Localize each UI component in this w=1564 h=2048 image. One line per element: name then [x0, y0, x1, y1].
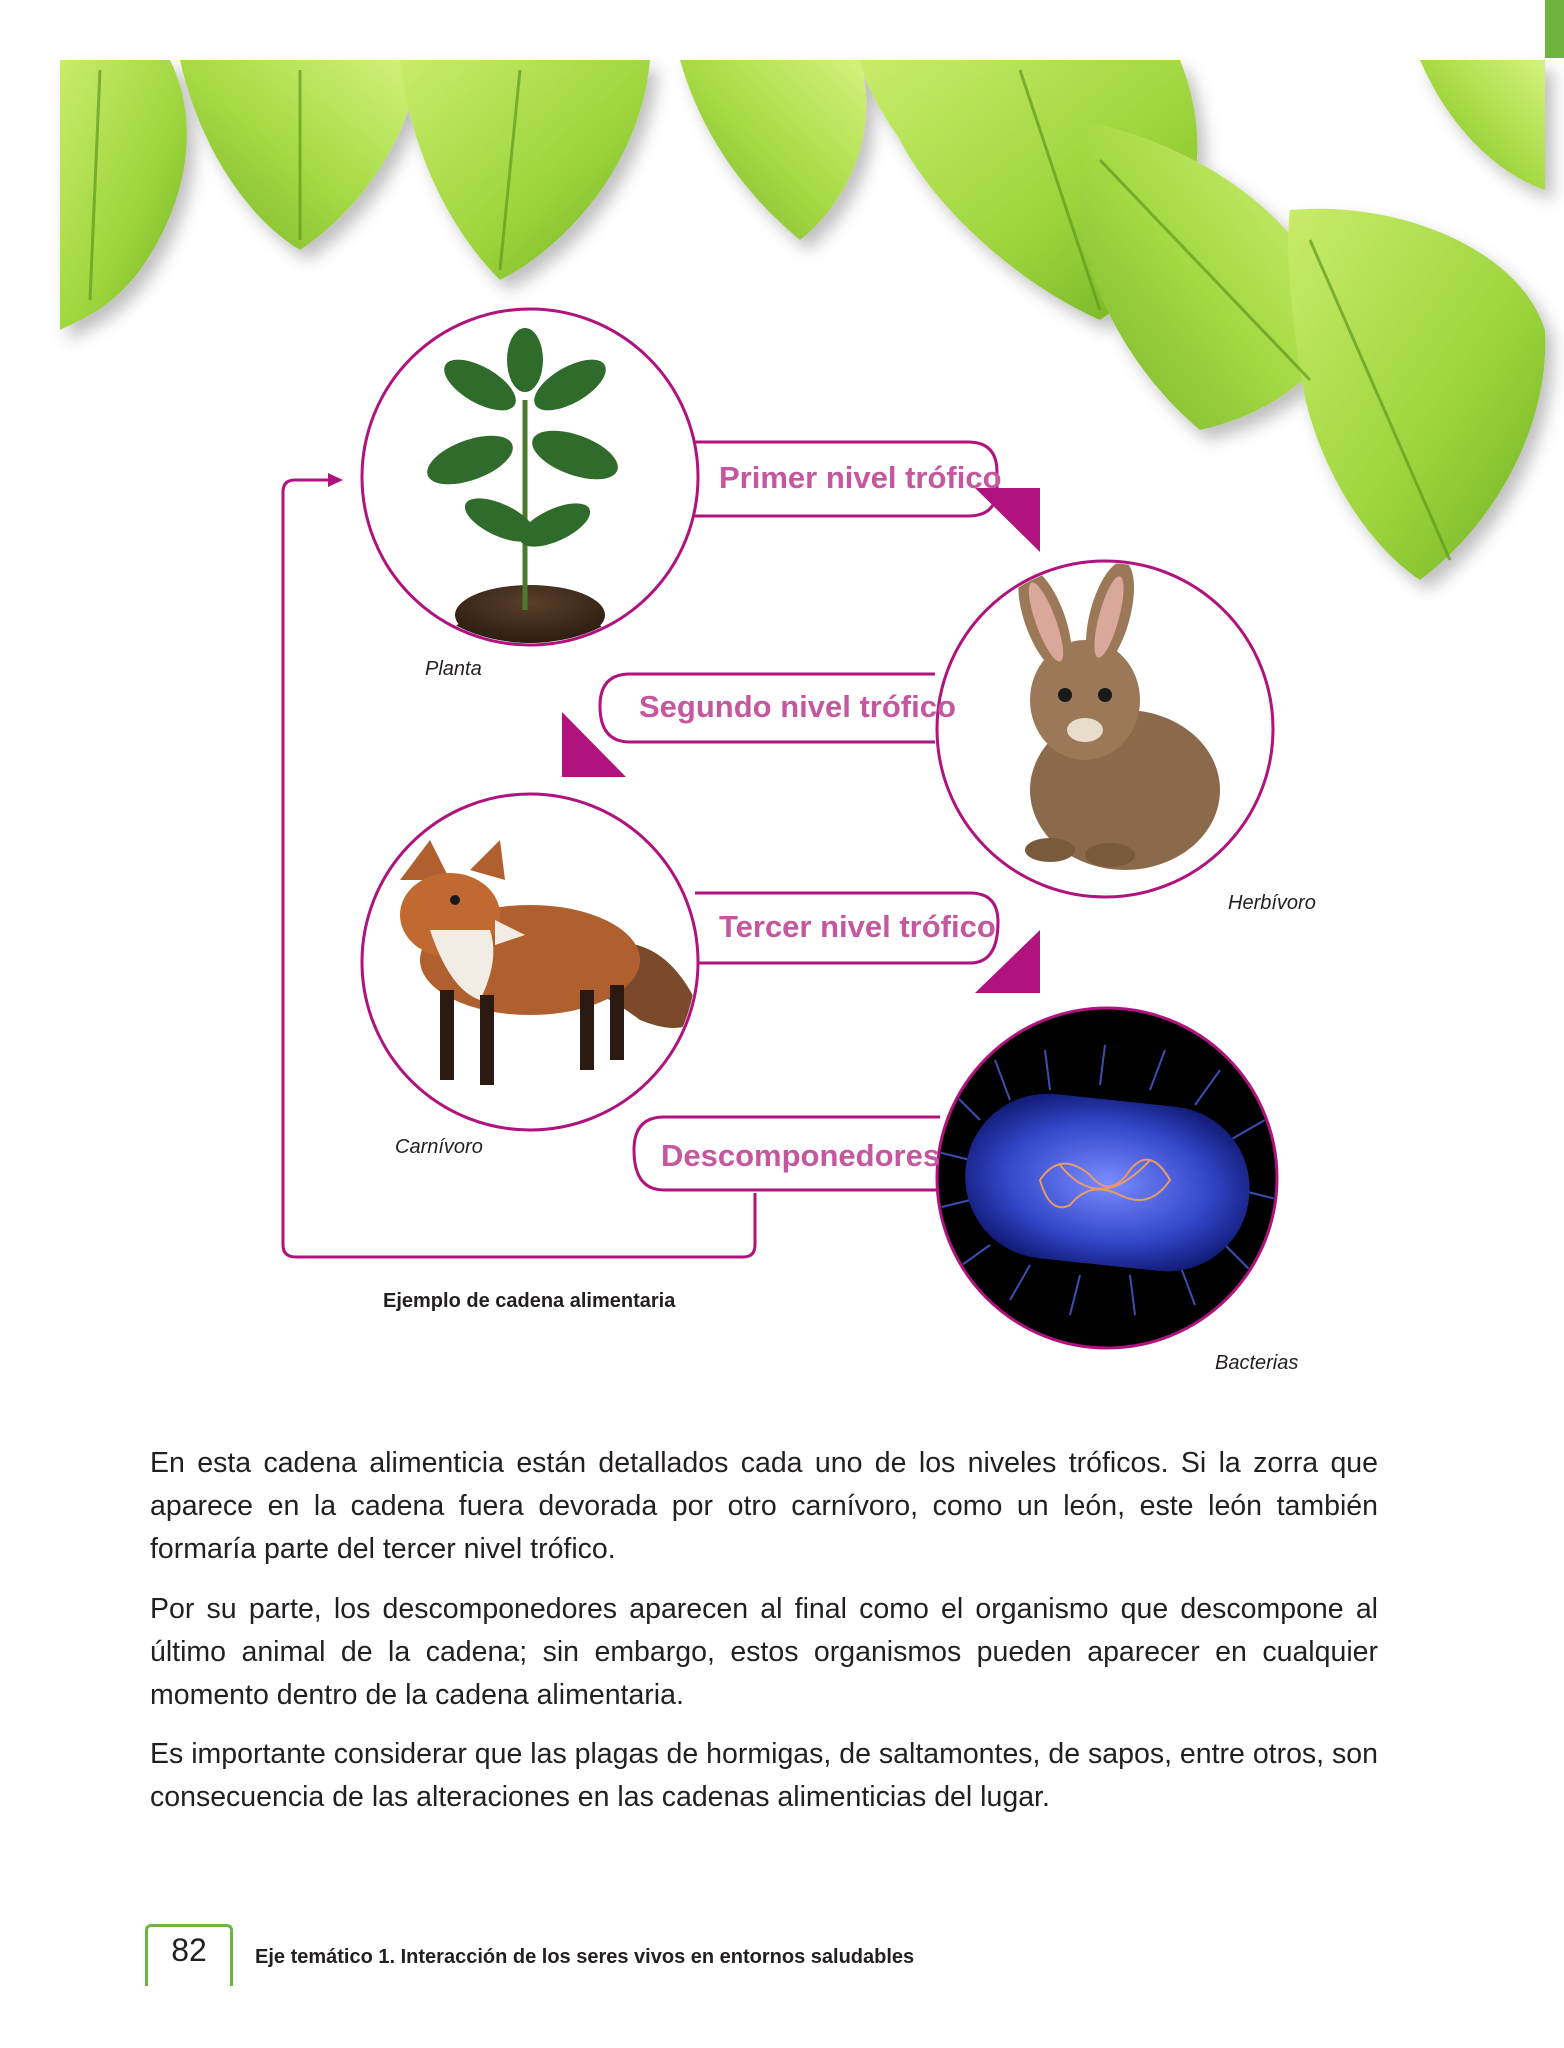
triangle-icon	[562, 712, 626, 777]
caption-bacteria: Bacterias	[1215, 1352, 1299, 1374]
rabbit-image	[937, 557, 1273, 897]
level-label-second: Segundo nivel trófico	[639, 689, 956, 724]
caption-herbivore: Herbívoro	[1228, 892, 1316, 914]
paragraph-2: Por su parte, los descomponedores aparecen al final como el organismo que descompone al último animal de la cadena; sin embargo, estos organismos pueden aparecer en cualquier momento dentro de la cadena alimentaria.	[150, 1593, 1378, 1711]
caption-carnivore: Carnívoro	[395, 1136, 483, 1158]
caption-plant: Planta	[425, 658, 482, 680]
arrow-head-icon	[328, 473, 343, 487]
plant-image	[362, 309, 698, 645]
fox-image	[362, 794, 700, 1130]
diagram-title: Ejemplo de cadena alimentaria	[383, 1290, 676, 1312]
level-label-third: Tercer nivel trófico	[719, 909, 996, 944]
footer-section-title: Eje temático 1. Interacción de los seres vivos en entornos saludables	[255, 1946, 915, 1968]
paragraph-3: Es importante considerar que las plagas de hormigas, de saltamontes, de sapos, entre otros, son consecuencia de las alteraciones en las cadenas alimenticias del lugar.	[150, 1738, 1378, 1813]
page-number: 82	[171, 1932, 207, 1968]
level-label-decomposers: Descomponedores	[661, 1138, 941, 1173]
paragraph-1: En esta cadena alimenticia están detallados cada uno de los niveles tróficos. Si la zorra que aparece en la cadena fuera devorada por otro carnívoro, como un león, este león también formaría parte del tercer nivel trófico.	[150, 1447, 1378, 1565]
bacteria-image	[930, 1008, 1280, 1348]
triangle-icon	[975, 488, 1040, 552]
level-label-first: Primer nivel trófico	[719, 460, 1002, 495]
